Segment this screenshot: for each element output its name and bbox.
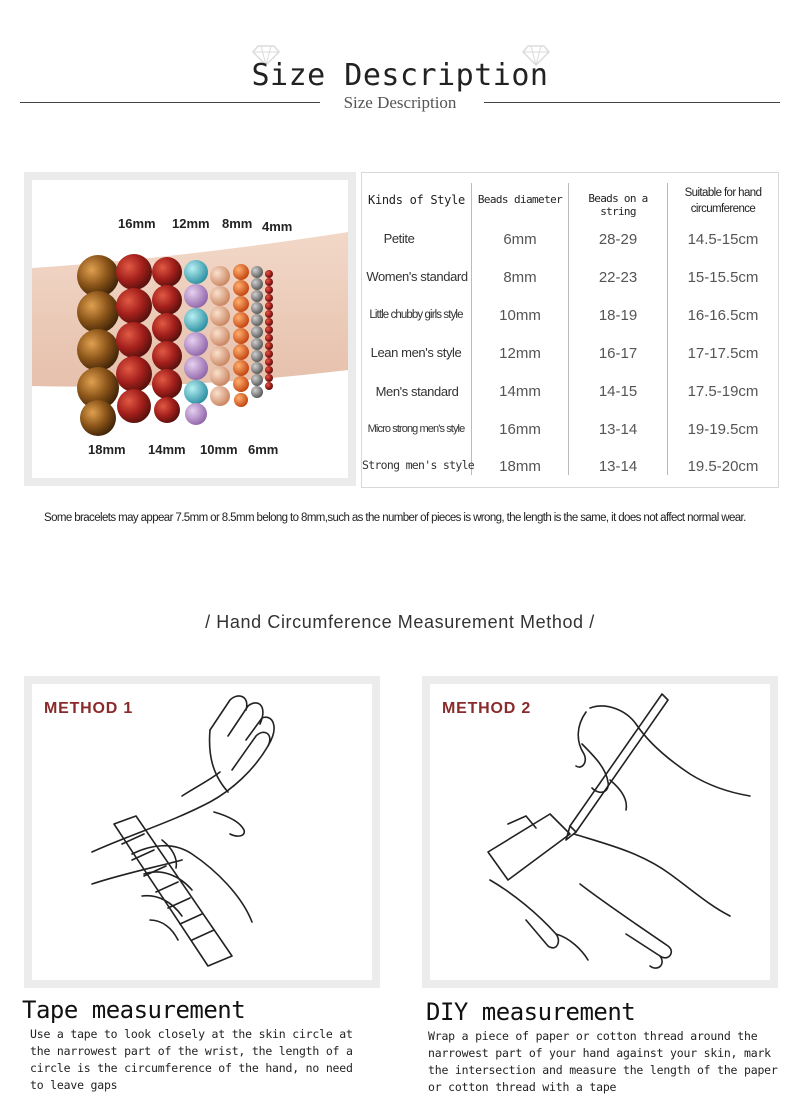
page-title: Size Description: [251, 58, 549, 93]
method-2-illustration: [430, 684, 770, 980]
table-cell-circumference: 16-16.5cm: [687, 307, 759, 324]
bead-size-label: 10mm: [200, 442, 238, 457]
table-cell-count: 22-23: [598, 269, 638, 286]
page-subtitle: Size Description: [343, 93, 457, 112]
method-2-description: [428, 1028, 788, 1096]
description-line: or cotton thread with a tape: [428, 1080, 617, 1094]
bead-size-label: 12mm: [172, 216, 210, 231]
description-line: Wrap a piece of paper or cotton thread around the: [428, 1029, 758, 1043]
table-cell-style: Micro strong men's style: [367, 423, 465, 435]
method-2-label: METHOD 2: [442, 700, 532, 717]
table-cell-diameter: 12mm: [499, 345, 541, 362]
bead-size-label: 8mm: [222, 216, 253, 231]
table-cell-circumference: 19-19.5cm: [687, 421, 759, 438]
description-line: circle is the circumference of the hand, no need: [30, 1061, 353, 1075]
table-cell-count: 13-14: [598, 421, 638, 438]
table-cell-diameter: 16mm: [499, 421, 541, 438]
table-cell-count: 14-15: [598, 383, 638, 400]
header-circumference-2: circumference: [690, 203, 756, 215]
description-line: narrowest part of your hand against your skin, mark: [428, 1046, 771, 1060]
table-cell-diameter: 14mm: [499, 383, 541, 400]
table-cell-count: 16-17: [598, 345, 638, 362]
header-diameter: Beads diameter: [477, 193, 563, 206]
method-1-title: Tape measurement: [22, 996, 246, 1024]
method-1-illustration: [32, 684, 372, 980]
description-line: Use a tape to look closely at the skin circle at: [30, 1027, 353, 1041]
bead-size-label: 16mm: [118, 216, 156, 231]
bead-size-label: 6mm: [248, 442, 279, 457]
table-cell-diameter: 18mm: [499, 458, 541, 475]
size-note: Some bracelets may appear 7.5mm or 8.5mm belong to 8mm,such as the number of pieces is wrong, the length is the same, it does not affect normal wear.: [44, 512, 746, 524]
bead-size-label: 18mm: [88, 442, 126, 457]
header-style: Kinds of Style: [368, 193, 465, 207]
method-2-title: DIY measurement: [426, 998, 636, 1026]
table-cell-style: Little chubby girls style: [369, 309, 463, 321]
table-cell-circumference: 17.5-19cm: [687, 383, 759, 400]
measurement-heading: / Hand Circumference Measurement Method /: [205, 612, 595, 632]
paper-strip-wrist-drawing: [430, 684, 770, 980]
header-count: Beads on a string: [588, 192, 648, 218]
header-circumference: Suitable for hand: [684, 187, 762, 199]
size-table: [361, 172, 779, 488]
table-cell-diameter: 6mm: [503, 231, 537, 248]
table-cell-style: Petite: [383, 231, 415, 246]
method-1-label: METHOD 1: [44, 700, 134, 717]
description-line: the intersection and measure the length of the paper: [428, 1063, 778, 1077]
tape-measure-wrist-drawing: [32, 684, 372, 980]
table-cell-count: 28-29: [598, 231, 638, 248]
bead-size-label: 14mm: [148, 442, 186, 457]
table-cell-circumference: 14.5-15cm: [687, 231, 759, 248]
method-1-description: [30, 1026, 370, 1094]
table-cell-style: Men's standard: [375, 384, 459, 399]
bead-size-label: 4mm: [262, 219, 293, 234]
description-line: to leave gaps: [30, 1078, 118, 1092]
table-cell-style: Women's standard: [366, 269, 468, 284]
table-cell-diameter: 8mm: [503, 269, 537, 286]
table-cell-style: Strong men's style: [362, 458, 475, 472]
table-cell-diameter: 10mm: [499, 307, 541, 324]
table-cell-circumference: 19.5-20cm: [687, 458, 759, 475]
table-cell-circumference: 15-15.5cm: [687, 269, 759, 286]
table-cell-style: Lean men's style: [370, 345, 462, 360]
table-cell-count: 18-19: [598, 307, 638, 324]
table-cell-circumference: 17-17.5cm: [687, 345, 759, 362]
table-cell-count: 13-14: [598, 458, 638, 475]
description-line: the narrowest part of the wrist, the length of a: [30, 1044, 353, 1058]
